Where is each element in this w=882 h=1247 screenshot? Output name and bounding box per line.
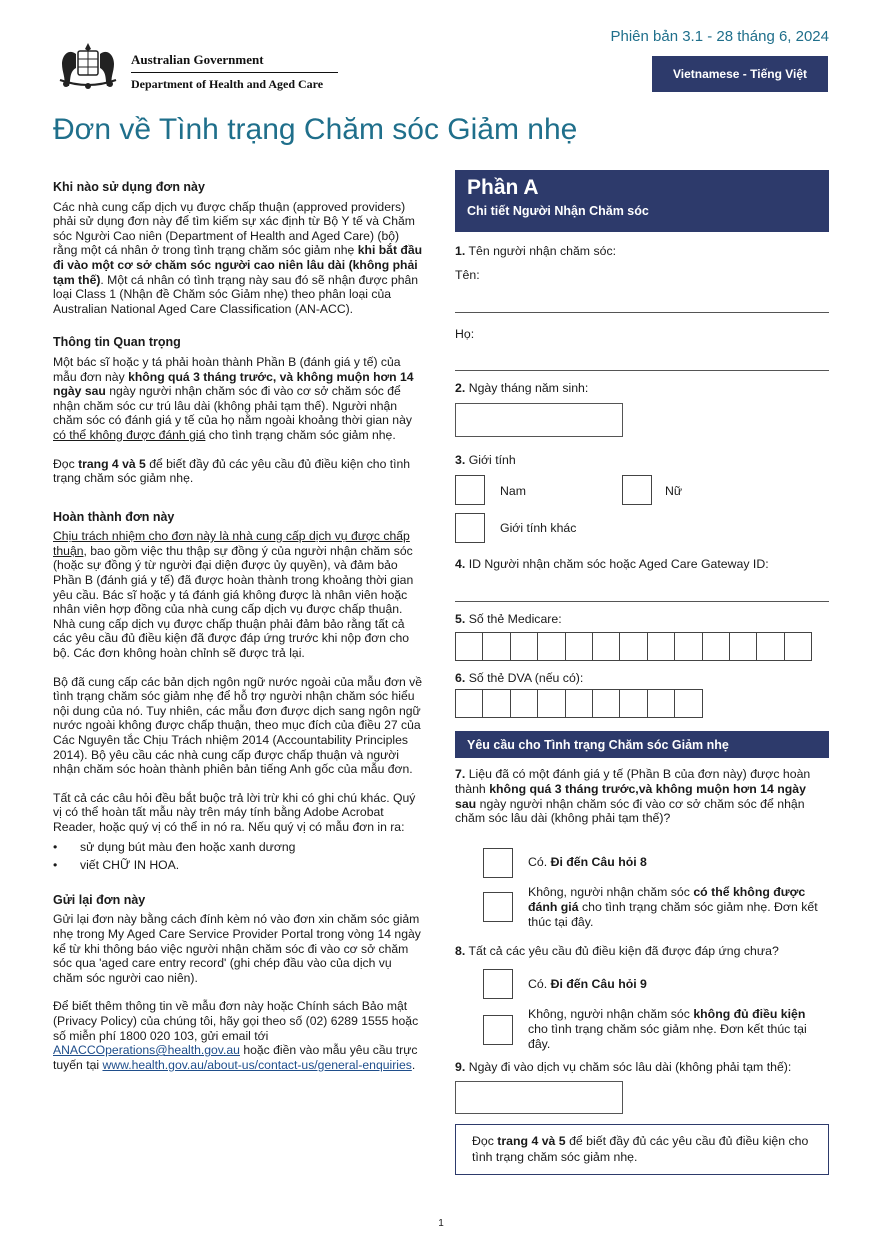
question-number: 3.	[455, 453, 466, 467]
bold-span: không đủ điều kiện	[693, 1007, 806, 1021]
q8-no-label	[528, 1007, 828, 1051]
question-6	[455, 671, 583, 685]
when-to-use-heading: Khi nào sử dụng đơn này	[53, 180, 205, 194]
first-name-field[interactable]	[455, 312, 829, 313]
mandatory-questions-text: Tất cả các câu hỏi đều bắt buộc trả lời trừ khi có ghi chú khác. Quý vị có thể hoàn tất mẫu này trên máy tính bằng Adobe Acrobat Reader, hoặc quý vị có thể in nó ra. Nếu quý vị có mẫu đơn in ra:	[53, 790, 416, 834]
question-number: 6.	[455, 671, 466, 685]
question-number: 5.	[455, 612, 466, 626]
last-name-label: Họ:	[455, 327, 475, 341]
eligibility-note-box	[455, 1124, 829, 1175]
gov-line2: Department of Health and Aged Care	[131, 77, 324, 91]
read-pages-text	[53, 457, 423, 486]
gov-line1: Australian Government	[131, 52, 264, 67]
digit-box[interactable]	[510, 632, 539, 661]
question-1	[455, 244, 616, 258]
text-span: Đọc	[472, 1134, 498, 1148]
date-of-birth-field[interactable]	[455, 403, 623, 437]
digit-box[interactable]	[482, 632, 511, 661]
gender-male-label: Nam	[500, 484, 526, 498]
return-form-text: Gửi lại đơn này bằng cách đính kèm nó vào đơn xin chăm sóc giảm nhẹ trong My Aged Care Service Provider Portal trong vòng 14 ngày kể từ khi thông báo việc người nhận chăm sóc đi vào cơ sở chăm sóc qua 'aged care entry record' (ghi chép đầu vào của dịch vụ chăm sóc người cao niên).	[53, 912, 421, 985]
digit-box[interactable]	[647, 689, 676, 718]
question-5	[455, 612, 562, 626]
question-6-text: Số thẻ DVA (nếu có):	[468, 671, 584, 685]
question-number: 4.	[455, 557, 466, 571]
bold-span: có thể không được đánh giá	[528, 885, 806, 914]
text-span: Không, người nhận chăm sóc	[528, 1007, 694, 1021]
text-span: ngày người nhận chăm sóc đi vào cơ sở chăm sóc để nhận chăm sóc lâu dài (không phải tạm thế)?	[455, 796, 805, 826]
digit-box[interactable]	[592, 632, 621, 661]
digit-box[interactable]	[455, 689, 484, 718]
last-name-field[interactable]	[455, 370, 829, 371]
question-7	[455, 767, 829, 826]
translations-text: Bộ đã cung cấp các bản dịch ngôn ngữ nước ngoài của mẫu đơn về tình trạng chăm sóc giảm nhẹ để hỗ trợ người nhận chăm sóc hiểu nội dung của nó. Tuy nhiên, các mẫu đơn được dịch sang ngôn ngữ nước ngoài không được chấp thuận, theo mục đích của điều 27 của Các Nguyên tắc Chịu Trách nhiệm 2014 (Accountability Principles 2014). Bộ yêu cầu các nhà cung cấp được chấp thuận và người nhận chăm sóc hoàn thành phiên bản tiếng Anh gốc của mẫu đơn.	[53, 674, 423, 777]
bold-span: Đi đến Câu hỏi 9	[550, 977, 647, 991]
question-number: 8.	[455, 944, 466, 958]
digit-box[interactable]	[784, 632, 813, 661]
coat-of-arms-icon	[52, 40, 124, 92]
digit-box[interactable]	[729, 632, 758, 661]
entry-date-field[interactable]	[455, 1081, 623, 1114]
question-3-text: Giới tính	[468, 453, 516, 467]
gender-other-checkbox[interactable]	[455, 513, 485, 543]
text-span: cho tình trạng chăm sóc giảm nhẹ. Đơn kết thúc tại đây.	[528, 1021, 807, 1051]
text-span: ngày người nhận chăm sóc đi vào cơ sở chăm sóc để nhận chăm sóc cư trú lâu dài (không phải tạm thế). Người nhận chăm sóc có đánh giá y tế của họ nằm ngoài khoảng thời gian này	[53, 384, 412, 428]
requirements-section-bar: Yêu cầu cho Tình trạng Chăm sóc Giảm nhẹ	[455, 731, 829, 758]
question-number: 7.	[455, 767, 466, 781]
question-number: 1.	[455, 244, 466, 258]
part-a-column	[455, 170, 829, 1164]
text-span: Để biết thêm thông tin về mẫu đơn này hoặc Chính sách Bảo mật (Privacy Policy) của chúng tôi, hãy gọi theo số (02) 6289 1555 hoặc số miễn phí 1800 020 103, gửi email tới	[53, 999, 419, 1043]
digit-box[interactable]	[565, 632, 594, 661]
question-4-text: ID Người nhận chăm sóc hoặc Aged Care Gateway ID:	[468, 557, 769, 571]
digit-box[interactable]	[647, 632, 676, 661]
gov-divider	[131, 72, 338, 73]
question-number: 2.	[455, 381, 466, 395]
bold-span: không quá 3 tháng trước,và không muộn hơn 14 ngày sau	[455, 781, 806, 811]
text-span: . Một cá nhân có tình trạng này sau đó sẽ nhận được phân loại Class 1 (Nhận đề Chăm sóc Giảm nhẹ) theo phân loại của Australian National Aged Care Classification (AN-ACC).	[53, 272, 419, 316]
bold-span: trang 4 và 5	[497, 1134, 566, 1148]
digit-box[interactable]	[756, 632, 785, 661]
digit-box[interactable]	[674, 632, 703, 661]
important-info-text	[53, 355, 423, 443]
care-recipient-id-field[interactable]	[455, 601, 829, 602]
digit-box[interactable]	[565, 689, 594, 718]
text-span: Một bác sĩ hoặc y tá phải hoàn thành Phần B (đánh giá y tế) của mẫu đơn này	[53, 354, 401, 384]
when-to-use-text	[53, 200, 423, 317]
part-a-title: Phần A	[467, 176, 539, 199]
complete-form-text	[53, 529, 423, 660]
text-span: cho tình trạng chăm sóc giảm nhẹ.	[205, 427, 396, 442]
complete-form-heading: Hoàn thành đơn này	[53, 509, 175, 524]
return-form-heading: Gửi lại đơn này	[53, 892, 146, 907]
question-number: 9.	[455, 1060, 466, 1074]
digit-box[interactable]	[510, 689, 539, 718]
list-item: • viết CHỮ IN HOA.	[53, 858, 423, 873]
digit-box[interactable]	[674, 689, 703, 718]
q8-yes-checkbox[interactable]	[483, 969, 513, 999]
email-link[interactable]: ANACCOperations@health.gov.au	[53, 1043, 240, 1058]
contact-info-text	[53, 999, 423, 1072]
bold-span: không quá 3 tháng trước, và không muộn hơn 14 ngày sau	[53, 369, 414, 399]
digit-box[interactable]	[702, 632, 731, 661]
page-number: 1	[438, 1218, 444, 1229]
q7-yes-label	[528, 855, 647, 869]
enquiries-url-link[interactable]: www.health.gov.au/about-us/contact-us/general-enquiries	[102, 1057, 412, 1072]
question-4	[455, 557, 769, 571]
q7-yes-checkbox[interactable]	[483, 848, 513, 878]
gender-male-checkbox[interactable]	[455, 475, 485, 505]
question-3	[455, 453, 516, 467]
bold-span: trang 4 và 5	[78, 456, 146, 471]
gender-other-label: Giới tính khác	[500, 521, 577, 535]
text-span: Có.	[528, 977, 551, 991]
q8-yes-label	[528, 977, 647, 991]
gender-female-checkbox[interactable]	[622, 475, 652, 505]
digit-box[interactable]	[455, 632, 484, 661]
language-badge: Vietnamese - Tiếng Việt	[652, 56, 828, 92]
text-span: Đọc	[53, 456, 79, 471]
question-1-text: Tên người nhận chăm sóc:	[468, 244, 617, 258]
text-span: để biết đầy đủ các yêu cầu đủ điều kiện cho tình trạng chăm sóc giảm nhẹ.	[53, 456, 411, 486]
important-info-heading: Thông tin Quan trọng	[53, 335, 181, 350]
text-span: Liệu đã có một đánh giá y tế (Phần B của đơn này) được hoàn thành	[455, 767, 811, 796]
q8-no-checkbox[interactable]	[483, 1015, 513, 1045]
bold-span: khi bắt đầu đi vào một cơ sở chăm sóc người cao niên lâu dài (không phải tạm thế)	[53, 243, 423, 287]
text-span: Các nhà cung cấp dịch vụ được chấp thuận (approved providers) phải sử dụng đơn này để tìm kiếm sự xác định từ Bộ Y tế và Chăm sóc Người Cao niên (Department of Health and Aged Care) (bộ) rằng một cá nhân ở trong tình trạng chăm sóc giảm nhẹ	[53, 199, 415, 258]
text-span: Không, người nhận chăm sóc	[528, 885, 694, 899]
page-title: Đơn về Tình trạng Chăm sóc Giảm nhẹ	[53, 113, 578, 146]
question-9	[455, 1060, 791, 1074]
text-span: cho tình trạng chăm sóc giảm nhẹ. Đơn kết thúc tại đây.	[528, 899, 818, 929]
underlined-span: Chịu trách nhiệm cho đơn này là nhà cung cấp dịch vụ được chấp thuận	[53, 529, 410, 558]
dva-number-field[interactable]	[455, 689, 702, 718]
digit-box[interactable]	[619, 632, 648, 661]
question-9-text: Ngày đi vào dịch vụ chăm sóc lâu dài (không phải tạm thế):	[468, 1060, 792, 1074]
q7-no-label	[528, 885, 828, 929]
digit-box[interactable]	[537, 632, 566, 661]
digit-box[interactable]	[482, 689, 511, 718]
first-name-label: Tên:	[455, 268, 480, 282]
question-8-text: Tất cả các yêu cầu đủ điều kiện đã được đáp ứng chưa?	[468, 944, 779, 958]
underlined-span: có thể không được đánh giá	[53, 427, 206, 442]
text-span: Có.	[528, 855, 551, 869]
part-a-header	[455, 170, 829, 232]
printing-instructions-list	[53, 840, 423, 873]
text-span: hoặc điền vào mẫu yêu cầu trực tuyến tại	[53, 1043, 418, 1072]
version-label: Phiên bản 3.1 - 28 tháng 6, 2024	[610, 28, 829, 45]
digit-box[interactable]	[619, 689, 648, 718]
part-a-subtitle: Chi tiết Người Nhận Chăm sóc	[467, 204, 649, 218]
text-span: để biết đầy đủ các yêu cầu đủ điều kiện cho tình trạng chăm sóc giảm nhẹ.	[472, 1134, 809, 1164]
question-5-text: Số thẻ Medicare:	[468, 612, 562, 626]
list-item: • sử dụng bút màu đen hoặc xanh dương	[53, 840, 423, 855]
text-span: .	[411, 1057, 416, 1072]
digit-box[interactable]	[537, 689, 566, 718]
q7-no-checkbox[interactable]	[483, 892, 513, 922]
question-2-text: Ngày tháng năm sinh:	[468, 381, 589, 395]
text-span: , bao gồm việc thu thập sự đồng ý của người nhận chăm sóc (hoặc sự đồng ý từ người đại diện được ủy quyền), và đảm bảo Phần B (đánh giá y tế) đã được hoàn thành trong khoảng thời gian yêu cầu. Bác sĩ hoặc y tá đánh giá không được là nhân viên hoặc nhân viên hợp đồng của nhà cung cấp dịch vụ được chấp thuận. Nhà cung cấp dịch vụ được chấp thuận phải đảm bảo rằng tất cả các yêu cầu đủ điều kiện đã được đáp ứng trước khi nộp đơn cho bộ. Các đơn không hoàn chỉnh sẽ được trả lại.	[53, 543, 414, 661]
government-logo-text	[131, 52, 338, 92]
question-2	[455, 381, 588, 395]
digit-box[interactable]	[592, 689, 621, 718]
gender-female-label: Nữ	[665, 484, 683, 498]
instructions-column	[53, 180, 423, 1072]
medicare-number-field[interactable]	[455, 632, 811, 661]
bold-span: Đi đến Câu hỏi 8	[550, 855, 647, 869]
question-8	[455, 944, 779, 958]
